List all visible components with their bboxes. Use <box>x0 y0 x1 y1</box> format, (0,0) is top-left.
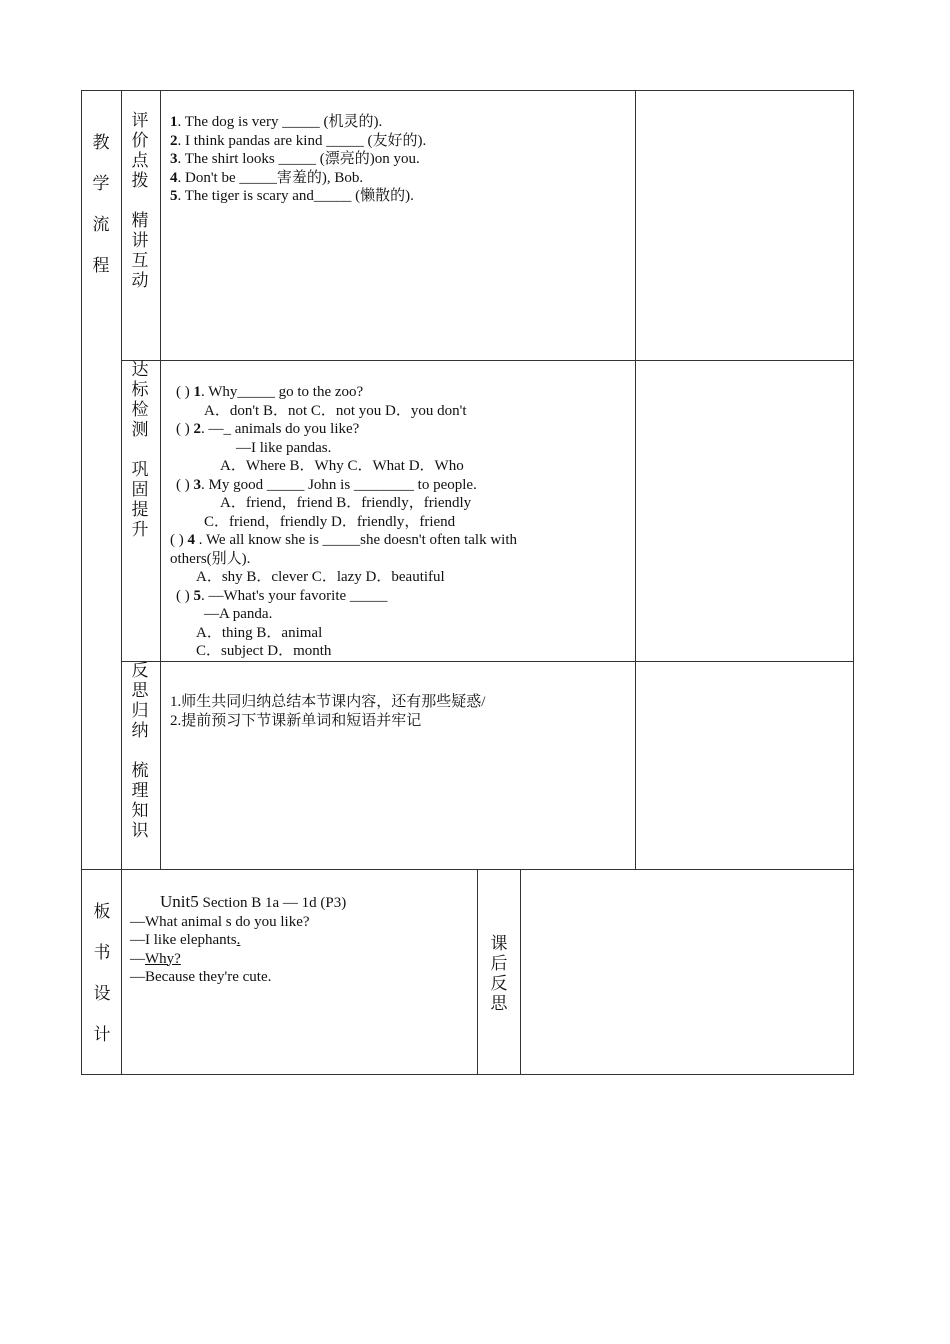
mc-line-4b: others(别人). <box>170 550 251 567</box>
board-line-4: —Because they're cute. <box>130 969 272 985</box>
col-divider-b <box>160 90 161 870</box>
col-divider-e <box>520 869 521 1075</box>
fill-question-1: 1. The dog is very _____ (机灵的). <box>170 114 383 130</box>
fill-question-2: 2. I think pandas are kind _____ (友好的). <box>170 132 427 149</box>
mc-question-5: ( ) 5. —What's your favorite _____ <box>176 587 388 604</box>
table-border-right <box>853 90 854 1075</box>
fill-question-3: 3. The shirt looks _____ (漂亮的)on you. <box>170 151 420 167</box>
fill-question-4: 4. Don't be _____害羞的), Bob. <box>170 169 364 186</box>
label-after-class-reflection: 课 后 反 思 <box>490 934 508 1013</box>
reflection-line-2: 2.提前预习下节课新单词和短语并牢记 <box>170 712 422 729</box>
mc-options-1: A．don't B．not C．not you D．you don't <box>204 402 467 419</box>
mc-options-5b: C．subject D．month <box>196 643 332 659</box>
mc-line-2b: —I like pandas. <box>236 439 332 456</box>
col-divider-a <box>121 90 122 1075</box>
mc-question-1: ( ) 1. Why_____ go to the zoo? <box>176 384 364 400</box>
mc-options-2: A．Where B．Why C．What D．Who <box>220 458 464 474</box>
fill-question-5: 5. The tiger is scary and_____ (懒散的). <box>170 188 414 204</box>
board-design-content <box>130 893 346 987</box>
row-divider-2 <box>121 661 854 662</box>
mc-options-4: A．shy B．clever C．lazy D．beautiful <box>196 569 445 585</box>
row-divider-1 <box>121 360 854 361</box>
label-evaluation: 评 价 点 拨 精 讲 互 动 <box>131 111 149 290</box>
label-teaching-process: 教 学 流 程 <box>92 133 110 275</box>
mc-question-3: ( ) 3. My good _____ John is ________ to people. <box>176 476 477 493</box>
multiple-choice-exercise <box>170 383 517 661</box>
board-line-3: —Why? <box>130 950 181 967</box>
mc-options-5a: A．thing B．animal <box>196 624 323 641</box>
mc-options-3a: A．friend，friend B．friendly，friendly <box>220 495 472 511</box>
reflection-line-1: 1.师生共同归纳总结本节课内容，还有那些疑惑/ <box>170 694 486 710</box>
mc-options-3b: C．friend，friendly D．friendly，friend <box>204 513 456 530</box>
label-target-check: 达 标 检 测 巩 固 提 升 <box>131 360 149 539</box>
table-border-bottom <box>81 1074 854 1075</box>
fill-in-exercise <box>170 113 426 206</box>
board-title: Unit5 Section B 1a — 1d (P3) <box>160 892 347 911</box>
mc-line-5b: —A panda. <box>204 606 273 622</box>
table-border-left <box>81 90 82 1075</box>
mc-question-2: ( ) 2. —_ animals do you like? <box>176 421 360 437</box>
col-divider-d <box>477 869 478 1075</box>
label-board-design: 板 书 设 计 <box>93 902 111 1044</box>
row-divider-3 <box>81 869 854 870</box>
board-line-1: —What animal s do you like? <box>130 913 310 930</box>
board-line-2: —I like elephants. <box>130 932 241 948</box>
table-border-top <box>81 90 854 91</box>
reflection-content <box>170 693 485 730</box>
mc-question-4: ( ) 4 . We all know she is _____she doesn't often talk with <box>170 532 518 548</box>
col-divider-c <box>635 90 636 870</box>
label-reflection: 反 思 归 纳 梳 理 知 识 <box>131 661 149 840</box>
